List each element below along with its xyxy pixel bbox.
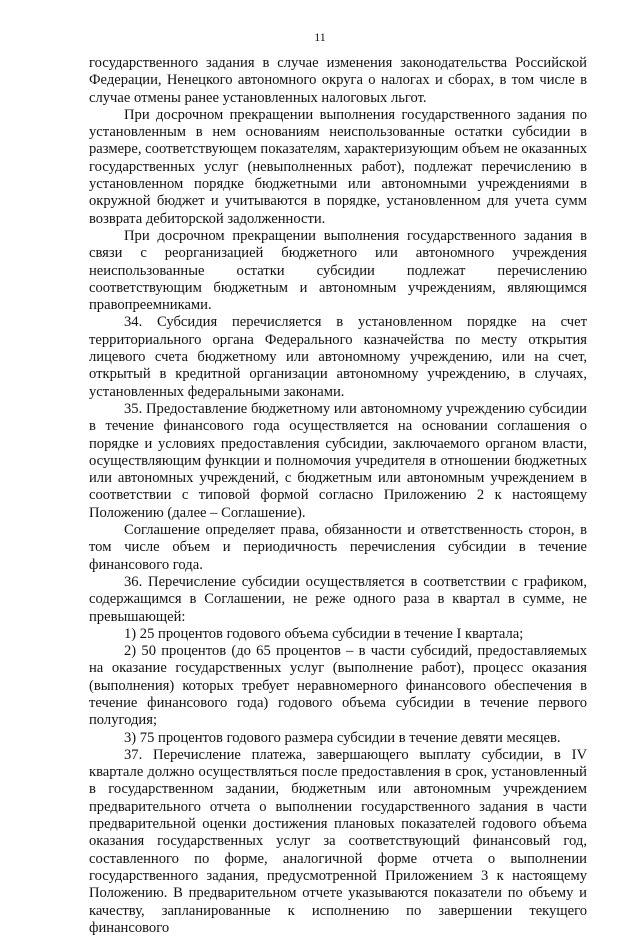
paragraph-reorganization: При досрочном прекращении выполнения государственного задания в связи с реорганизацией бюджетного или автономного учреждения неиспользованные остатки субсидии подлежат перечислению соответствующим бюджетным и автономным учреждениям, являющимся правопреемниками. xyxy=(89,227,587,314)
list-item-2: 2) 50 процентов (до 65 процентов – в части субсидий, предоставляемых на оказание государственных услуг (выполнение работ), процесс оказания (выполнения) которых требует неравномерного финансового обеспечения в течение финансового года) годового объема субсидии в течение первого полугодия; xyxy=(89,643,587,729)
paragraph-item-37: 37. Перечисление платежа, завершающего выплату субсидии, в IV квартале должно осуществляться после предоставления в срок, установленный в государственном задании, бюджетным или автономным учреждением предварительного отчета о выполнении государственного задания в части предварительной оценки достижения плановых показателей годового объема оказания государственных услуг за соответствующий финансовый год, составленного по форме, аналогичной форме отчета о выполнении государственного задания, предусмотренной Приложением 3 к настоящему Положению. В предварительном отчете указываются показатели по объему и качеству, запланированные к исполнению по завершении текущего финансового xyxy=(89,746,587,936)
document-body xyxy=(89,55,587,937)
paragraph-continuation: государственного задания в случае изменения законодательства Российской Федерации, Ненецкого автономного округа о налогах и сборах, в том числе в случае отмены ранее установленных налоговых льгот. xyxy=(89,55,587,106)
paragraph-item-35: 35. Предоставление бюджетному или автономному учреждению субсидии в течение финансового года осуществляется на основании соглашения о порядке и условиях предоставления субсидии, заключаемого органом власти, осуществляющим функции и полномочия учредителя в отношении бюджетных или автономных учреждений, с бюджетным или автономным учреждением в соответствии с типовой формой согласно Приложению 2 к настоящему Положению (далее – Соглашение). xyxy=(89,400,587,521)
paragraph-item-36: 36. Перечисление субсидии осуществляется в соответствии с графиком, содержащимся в Соглашении, не реже одного раза в квартал в сумме, не превышающей: xyxy=(89,573,587,625)
page-number: 11 xyxy=(314,30,326,44)
list-item-1: 1) 25 процентов годового объема субсидии в течение I квартала; xyxy=(124,625,524,642)
paragraph-early-termination: При досрочном прекращении выполнения государственного задания по установленным в нем основаниям неиспользованные остатки субсидии в размере, соответствующем показателям, характеризующим объем не оказанных государственных услуг (невыполненных работ), подлежат перечислению в установленном порядке бюджетными или автономными учреждениями в окружной бюджет и учитываются в порядке, установленном для учета сумм возврата дебиторской задолженности. xyxy=(89,106,587,227)
paragraph-item-34: 34. Субсидия перечисляется в установленном порядке на счет территориального органа Федерального казначейства по месту открытия лицевого счета бюджетному или автономному учреждению, или на счет, открытый в кредитной организации автономному учреждению, в случаях, установленных федеральными законами. xyxy=(89,314,587,400)
paragraph-agreement: Соглашение определяет права, обязанности и ответственность сторон, в том числе объем и периодичность перечисления субсидии в течение финансового года. xyxy=(89,522,587,573)
list-item-3: 3) 75 процентов годового размера субсидии в течение девяти месяцев. xyxy=(124,729,561,746)
